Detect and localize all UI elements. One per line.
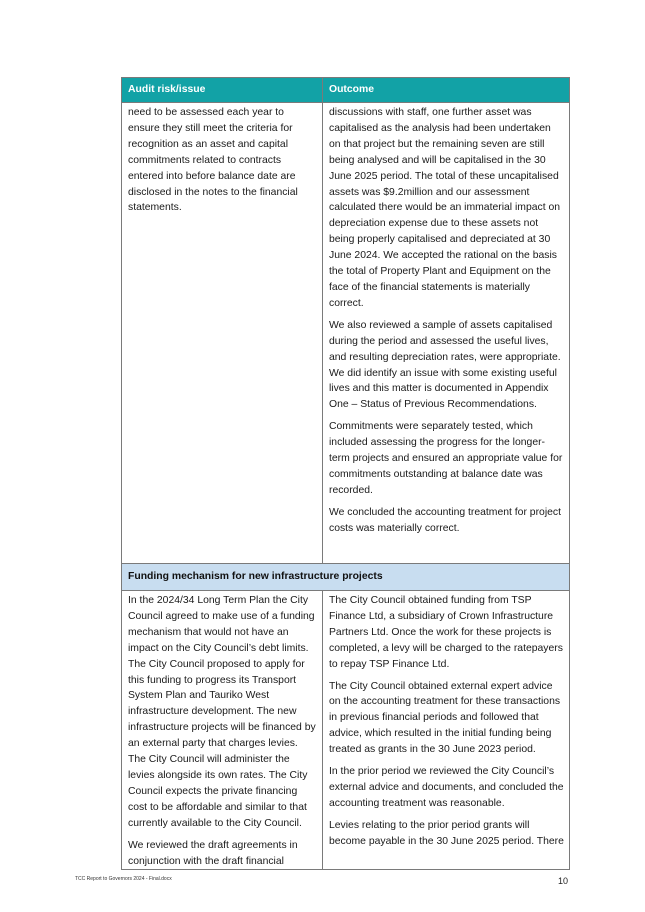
outcome-paragraph: We concluded the accounting treatment for project costs was materially correct.	[329, 506, 561, 534]
table-row	[122, 591, 570, 870]
outcome-cell	[323, 591, 570, 870]
page-number: 10	[558, 876, 569, 886]
outcome-paragraph: In the prior period we reviewed the City Council’s external advice and documents, and concluded the accounting treatment was reasonable.	[329, 766, 564, 809]
outcome-paragraph: Commitments were separately tested, which included assessing the progress for the longer-term projects and ensured an appropriate value for commitments outstanding at balance date was recorded.	[329, 421, 563, 496]
outcome-paragraph: The City Council obtained external expert advice on the accounting treatment for these transactions in previous financial periods and followed that advice, which resulted in the initial funding being treated as grants in the 30 June 2023 period.	[329, 680, 561, 756]
section-row	[122, 564, 570, 591]
outcome-paragraph: discussions with staff, one further asset was capitalised as the analysis had been undertaken on that project but the remaining seven are still being analysed and will be capitalised in the 30 June 2025 period. The total of these uncapitalised assets was $9.2million and our assessment calculated there would be an immaterial impact on depreciation expense due to these assets not being properly capitalised and depreciated at 30 June 2024. We accepted the rational on the basis the total of Property Plant and Equipment on the face of the financial statements is materially correct.	[329, 107, 561, 309]
section-title: Funding mechanism for new infrastructure projects	[122, 564, 570, 591]
audit-table	[121, 77, 570, 870]
outcome-paragraph: We also reviewed a sample of assets capitalised during the period and assessed the useful lives, and resulting depreciation rates, were appropriate. We did identify an issue with some existing useful lives and this matter is documented in Appendix One – Status of Previous Recommendations.	[329, 319, 561, 411]
header-audit-risk: Audit risk/issue	[122, 78, 323, 103]
risk-paragraph: We reviewed the draft agreements in conjunction with the draft financial	[128, 839, 298, 867]
table-header-row	[122, 78, 570, 103]
footer-document-name: TCC Report to Governors 2024 - Final.docx	[75, 876, 172, 882]
risk-cell	[122, 103, 323, 564]
outcome-paragraph: The City Council obtained funding from TSP Finance Ltd, a subsidiary of Crown Infrastructure Partners Ltd. Once the work for these projects is completed, a levy will be charged to the ratepayers to repay TSP Finance Ltd.	[329, 595, 563, 670]
outcome-cell	[323, 103, 570, 564]
risk-paragraph: need to be assessed each year to ensure they still meet the criteria for recognition as an asset and capital commitments related to contracts entered into before balance date are disclosed in the notes to the financial statements.	[128, 107, 298, 214]
risk-paragraph: In the 2024/34 Long Term Plan the City Council agreed to make use of a funding mechanism that would not have an impact on the City Council’s debt limits. The City Council proposed to apply for this funding to progress its Transport System Plan and Tauriko West infrastructure development. The new infrastructure projects will be financed by an external party that charges levies. The City Council will administer the levies alongside its own rates. The City Council expects the private financing cost to be affordable and similar to that currently available to the City Council.	[128, 595, 316, 829]
risk-cell	[122, 591, 323, 870]
outcome-paragraph: Levies relating to the prior period grants will become payable in the 30 June 2025 period. There	[329, 819, 564, 847]
table-row	[122, 103, 570, 564]
header-outcome: Outcome	[323, 78, 570, 103]
